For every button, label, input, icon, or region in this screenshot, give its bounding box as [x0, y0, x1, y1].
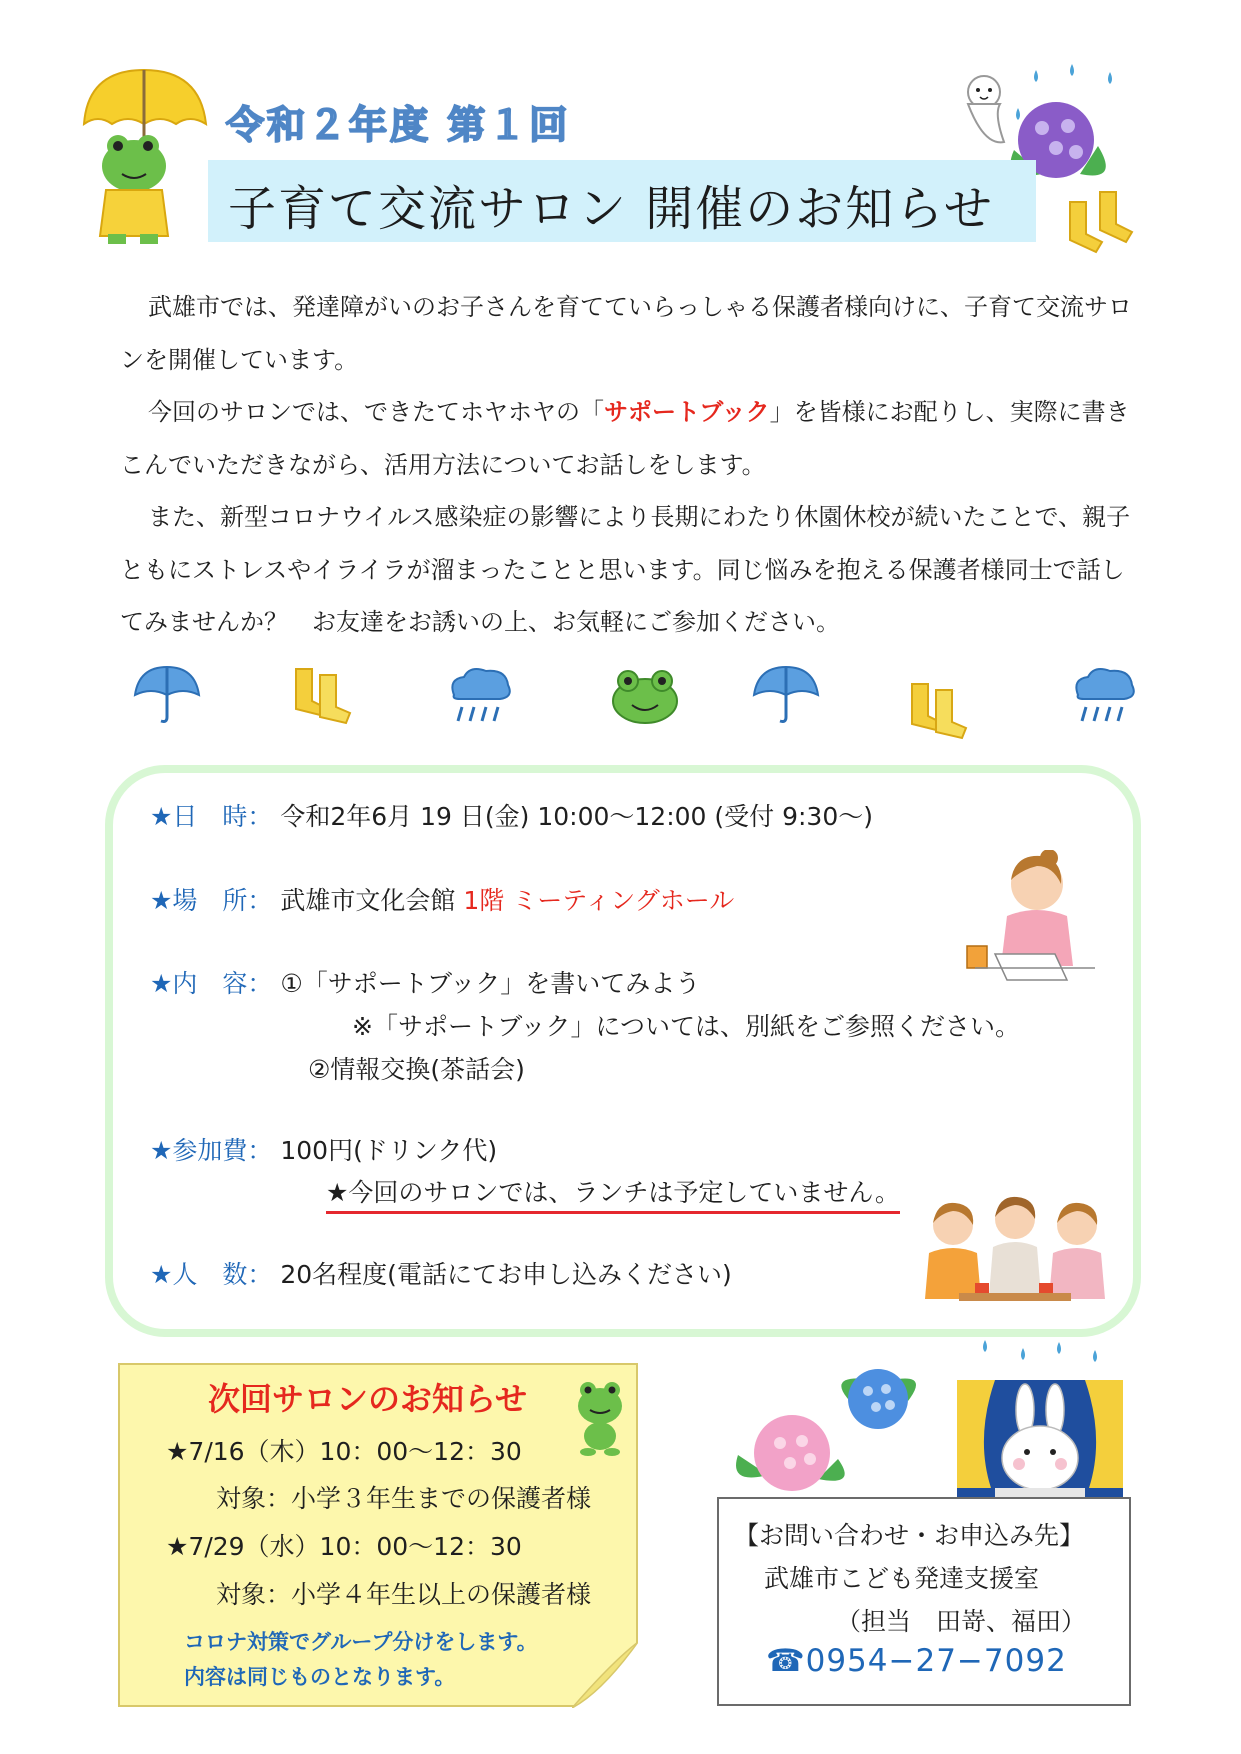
- session-2-date: ★7/29（水）10：00～12：30: [166, 1532, 522, 1561]
- intro-paragraph-3: また、新型コロナウイルス感染症の影響により長期にわたり休園休校が続いたことで、親子ともにストレスやイライラが溜まったことと思います。同じ悩みを抱える保護者様同士で話してみませんか？ お友達をお誘いの上、お気軽にご参加ください。: [120, 503, 1131, 636]
- grouping-note-1: コロナ対策でグループ分けをします。: [184, 1630, 538, 1654]
- content-item-1: ①「サポートブック」を書いてみよう: [280, 969, 701, 998]
- rain-boots-icon: [290, 665, 358, 725]
- grouping-note-2: 内容は同じものとなります。: [184, 1665, 456, 1689]
- rain-boots-icon: [906, 680, 974, 740]
- contact-staff: （担当 田嵜、福田）: [836, 1607, 1087, 1636]
- fiscal-year-session-heading: 令和２年度 第１回: [226, 103, 571, 147]
- contact-heading: 【お問い合わせ・お申込み先】: [734, 1521, 1085, 1550]
- date-label: ★日 時：: [150, 802, 273, 831]
- frog-icon: [572, 1378, 628, 1458]
- umbrella-icon: [752, 665, 820, 725]
- place-value: 武雄市文化会館: [280, 886, 456, 915]
- content-note: ※「サポートブック」については、別紙をご参照ください。: [352, 1012, 1020, 1041]
- intro-paragraph-2: [120, 386, 1140, 491]
- intro-text: [120, 281, 1140, 649]
- next-salon-title: 次回サロンのお知らせ: [208, 1380, 528, 1418]
- intro-p2-before: 今回のサロンでは、できたてホヤホヤの「: [148, 398, 604, 426]
- capacity-label: ★人 数：: [150, 1260, 273, 1289]
- content-item-2: ②情報交換(茶話会): [308, 1055, 525, 1084]
- support-book-highlight: サポートブック: [604, 398, 770, 426]
- contact-phone-number[interactable]: ☎0954−27−7092: [766, 1643, 1067, 1679]
- no-lunch-note: ★今回のサロンでは、ランチは予定していません。: [326, 1178, 900, 1214]
- fee-row: [150, 1131, 497, 1167]
- content-label: ★内 容：: [150, 969, 273, 998]
- content-row: [150, 964, 700, 1000]
- fee-value: 100円(ドリンク代): [280, 1136, 498, 1165]
- rain-cloud-icon: [1070, 665, 1138, 725]
- date-value: 令和2年6月 19 日(金) 10:00〜12:00 (受付 9:30〜): [280, 802, 873, 831]
- frog-umbrella-illustration: [78, 66, 210, 246]
- woman-writing-illustration: [955, 850, 1095, 990]
- note-folded-corner-icon: [572, 1642, 638, 1708]
- fee-label: ★参加費：: [150, 1136, 273, 1165]
- umbrella-icon: [133, 665, 201, 725]
- capacity-value: 20名程度(電話にてお申し込みください): [280, 1260, 732, 1289]
- rabbit-window-illustration: [955, 1338, 1125, 1508]
- frog-face-icon: [610, 665, 680, 725]
- rain-cloud-icon: [446, 665, 514, 725]
- place-label: ★場 所：: [150, 886, 273, 915]
- intro-p2-after: 」を皆様にお配りし、実際に書きこんでいただきながら、活用方法についてお話しをします。: [120, 398, 1130, 479]
- session-1-date: ★7/16（木）10：00～12：30: [166, 1437, 522, 1466]
- place-row: [150, 881, 734, 917]
- session-2-target: 対象：小学４年生以上の保護者様: [216, 1580, 592, 1609]
- place-room: 1階 ミーティングホール: [463, 886, 735, 915]
- women-chatting-illustration: [915, 1195, 1115, 1315]
- fee-note: [326, 1173, 900, 1209]
- hydrangea-illustration: [728, 1355, 928, 1495]
- intro-paragraph-1: 武雄市では、発達障がいのお子さんを育てていらっしゃる保護者様向けに、子育て交流サロンを開催しています。: [120, 293, 1132, 374]
- page-title: 子育て交流サロン 開催のお知らせ: [228, 181, 994, 237]
- session-1-target: 対象：小学３年生までの保護者様: [216, 1484, 592, 1513]
- date-row: [150, 797, 873, 833]
- capacity-row: [150, 1255, 732, 1291]
- contact-office: 武雄市こども発達支援室: [764, 1564, 1040, 1593]
